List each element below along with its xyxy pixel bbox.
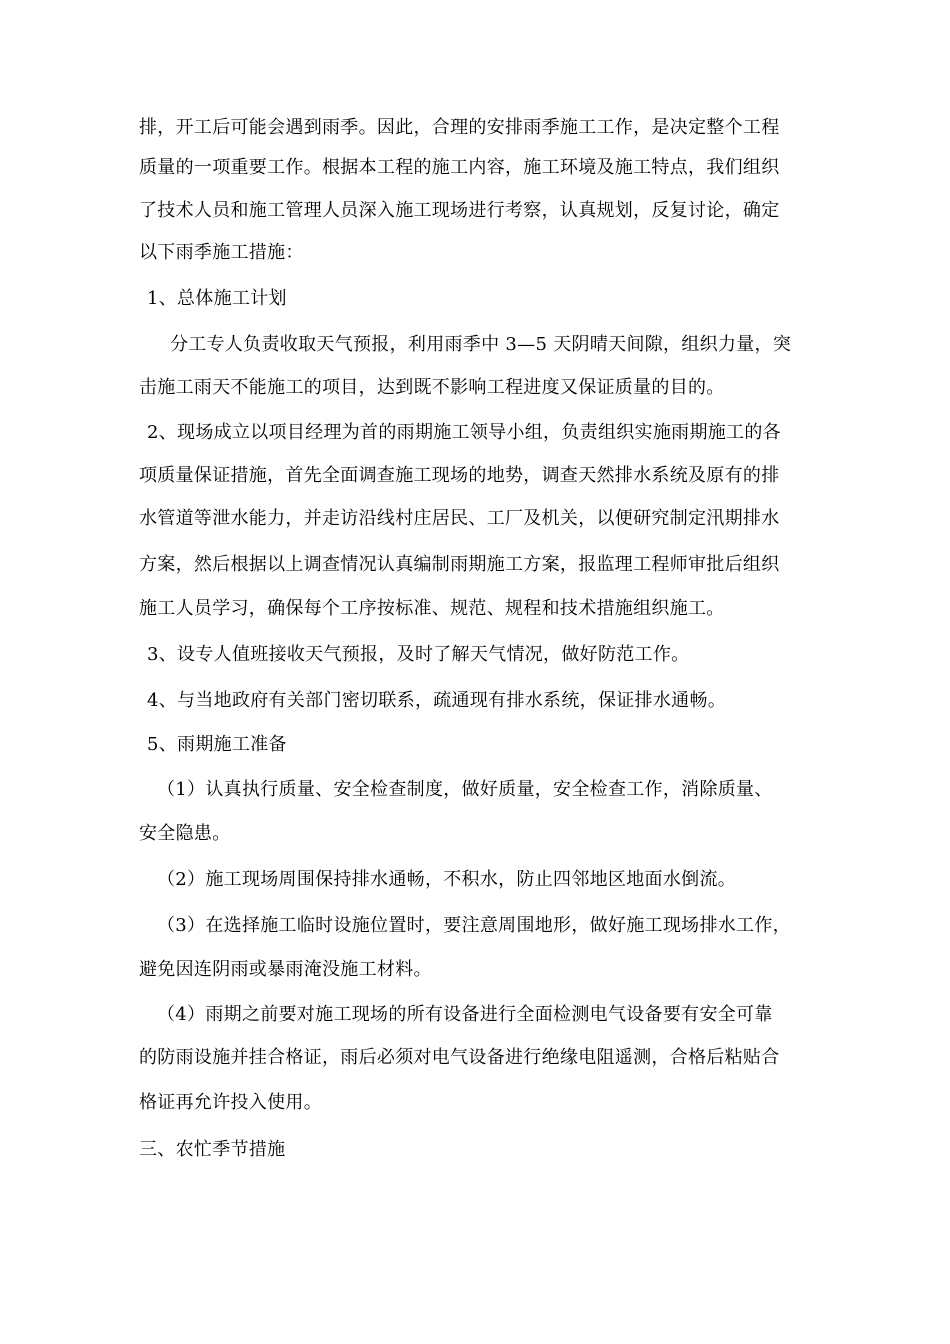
paragraph-line: 项质量保证措施，首先全面调查施工现场的地势，调查天然排水系统及原有的排 bbox=[139, 465, 780, 486]
paragraph-line: 的防雨设施并挂合格证，雨后必须对电气设备进行绝缘电阻遥测，合格后粘贴合 bbox=[139, 1047, 780, 1068]
paragraph-line: 格证再允许投入使用。 bbox=[139, 1092, 322, 1113]
paragraph-line: 质量的一项重要工作。根据本工程的施工内容，施工环境及施工特点，我们组织 bbox=[139, 157, 780, 178]
section-heading: 三、农忙季节措施 bbox=[139, 1139, 286, 1160]
paragraph-line: 4、与当地政府有关部门密切联系，疏通现有排水系统，保证排水通畅。 bbox=[147, 690, 727, 711]
paragraph-line: 以下雨季施工措施： bbox=[139, 242, 304, 263]
paragraph-line: 排，开工后可能会遇到雨季。因此，合理的安排雨季施工工作，是决定整个工程 bbox=[139, 117, 780, 138]
paragraph-line: 分工专人负责收取天气预报，利用雨季中 3—5 天阴晴天间隙，组织力量，突 bbox=[170, 334, 792, 355]
paragraph-line: 了技术人员和施工管理人员深入施工现场进行考察，认真规划，反复讨论，确定 bbox=[139, 200, 780, 221]
paragraph-line: （3）在选择施工临时设施位置时，要注意周围地形，做好施工现场排水工作， bbox=[157, 915, 791, 936]
paragraph-line: 方案，然后根据以上调查情况认真编制雨期施工方案，报监理工程师审批后组织 bbox=[139, 554, 780, 575]
paragraph-line: 击施工雨天不能施工的项目，达到既不影响工程进度又保证质量的目的。 bbox=[139, 377, 725, 398]
section-heading: 1、总体施工计划 bbox=[147, 288, 287, 309]
paragraph-line: 3、设专人值班接收天气预报，及时了解天气情况，做好防范工作。 bbox=[147, 644, 690, 665]
paragraph-line: 安全隐患。 bbox=[139, 823, 231, 844]
paragraph-line: （2）施工现场周围保持排水通畅，不积水，防止四邻地区地面水倒流。 bbox=[157, 869, 737, 890]
paragraph-line: 施工人员学习，确保每个工序按标准、规范、规程和技术措施组织施工。 bbox=[139, 598, 725, 619]
paragraph-line: （4）雨期之前要对施工现场的所有设备进行全面检测电气设备要有安全可靠 bbox=[157, 1004, 773, 1025]
paragraph-line: 避免因连阴雨或暴雨淹没施工材料。 bbox=[139, 959, 432, 980]
paragraph-line: （1）认真执行质量、安全检查制度，做好质量，安全检查工作，消除质量、 bbox=[157, 779, 773, 800]
section-heading: 5、雨期施工准备 bbox=[147, 734, 287, 755]
paragraph-line: 2、现场成立以项目经理为首的雨期施工领导小组，负责组织实施雨期施工的各 bbox=[147, 422, 781, 443]
paragraph-line: 水管道等泄水能力，并走访沿线村庄居民、工厂及机关，以便研究制定汛期排水 bbox=[139, 508, 780, 529]
